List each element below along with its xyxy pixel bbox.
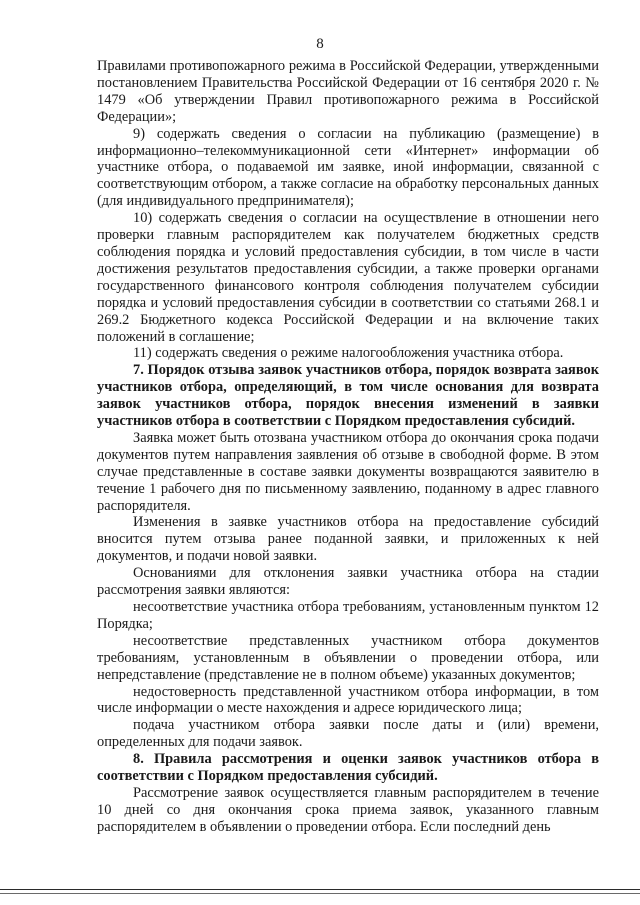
bottom-edge-line bbox=[0, 889, 640, 890]
paragraph-item-10-audit-consent: 10) содержать сведения о согласии на осуществление в отношении него проверки главным распорядителем как получателем бюджетных средств соблюдения порядка и условий предоставления субсидии, в том числе в части достижения результатов предоставления субсидии, а также проверки органами государственного финансового контроля соблюдения получателем субсидии порядка и условий предоставления субсидии в соответствии со статьями 268.1 и 269.2 Бюджетного кодекса Российской Федерации и на включение таких положений в соглашение; bbox=[97, 210, 599, 345]
list-item-noncompliance-documents: несоответствие представленных участником отбора документов требованиям, установленным в объявлении о проведении отбора, или непредставление (представление не в полном объеме) указанных документов; bbox=[97, 632, 599, 683]
page-number: 8 bbox=[316, 36, 324, 52]
list-item-inaccurate-information: недостоверность представленной участником отбора информации, в том числе информации о месте нахождения и адресе юридического лица; bbox=[97, 683, 599, 717]
list-item-late-submission: подача участником отбора заявки после даты и (или) времени, определенных для подачи заявок. bbox=[97, 717, 599, 751]
section-heading-7: 7. Порядок отзыва заявок участников отбора, порядок возврата заявок участников отбора, определяющий, в том числе основания для возврата заявок участников отбора, порядок внесения изменений в заявки участников отбора в соответствии с Порядком предоставления субсидий. bbox=[97, 362, 599, 430]
document-body bbox=[97, 58, 599, 836]
bottom-edge-line-secondary bbox=[0, 893, 640, 894]
paragraph-item-9-publication-consent: 9) содержать сведения о согласии на публикацию (размещение) в информационно–телекоммуникационной сети «Интернет» информации об участнике отбора, о подаваемой им заявке, иной информации, связанной с соответствующим отбором, а также согласие на обработку персональных данных (для индивидуального предпринимателя); bbox=[97, 125, 599, 210]
list-item-noncompliance-requirements: несоответствие участника отбора требованиям, установленным пунктом 12 Порядка; bbox=[97, 599, 599, 632]
section-heading-8: 8. Правила рассмотрения и оценки заявок участников отбора в соответствии с Порядком предоставления субсидий. bbox=[97, 751, 599, 785]
paragraph-item-11-tax-regime: 11) содержать сведения о режиме налогообложения участника отбора. bbox=[133, 345, 564, 362]
paragraph-application-withdrawal: Заявка может быть отозвана участником отбора до окончания срока подачи документов путем направления заявления об отзыве в свободной форме. В этом случае представленные в составе заявки документы возвращаются заявителю в течение 1 рабочего дня по письменному заявлению, поданному в адрес главного распорядителя. bbox=[97, 429, 599, 514]
paragraph-fire-safety-rules: Правилами противопожарного режима в Российской Федерации, утвержденными постановлением Правительства Российской Федерации от 16 сентября 2020 г. № 1479 «Об утверждении Правил противопожарного режима в Российской Федерации»; bbox=[97, 58, 599, 125]
paragraph-application-changes: Изменения в заявке участников отбора на предоставление субсидий вносится путем отзыва ранее поданной заявки, и приложенных к ней документов, и подачи новой заявки. bbox=[97, 514, 599, 565]
paragraph-rejection-grounds: Основаниями для отклонения заявки участника отбора на стадии рассмотрения заявки являются: bbox=[97, 565, 599, 599]
paragraph-review-period: Рассмотрение заявок осуществляется главным распорядителем в течение 10 дней со дня окончания срока приема заявок, указанного главным распорядителем в объявлении о проведении отбора. Если последний день bbox=[97, 784, 599, 835]
